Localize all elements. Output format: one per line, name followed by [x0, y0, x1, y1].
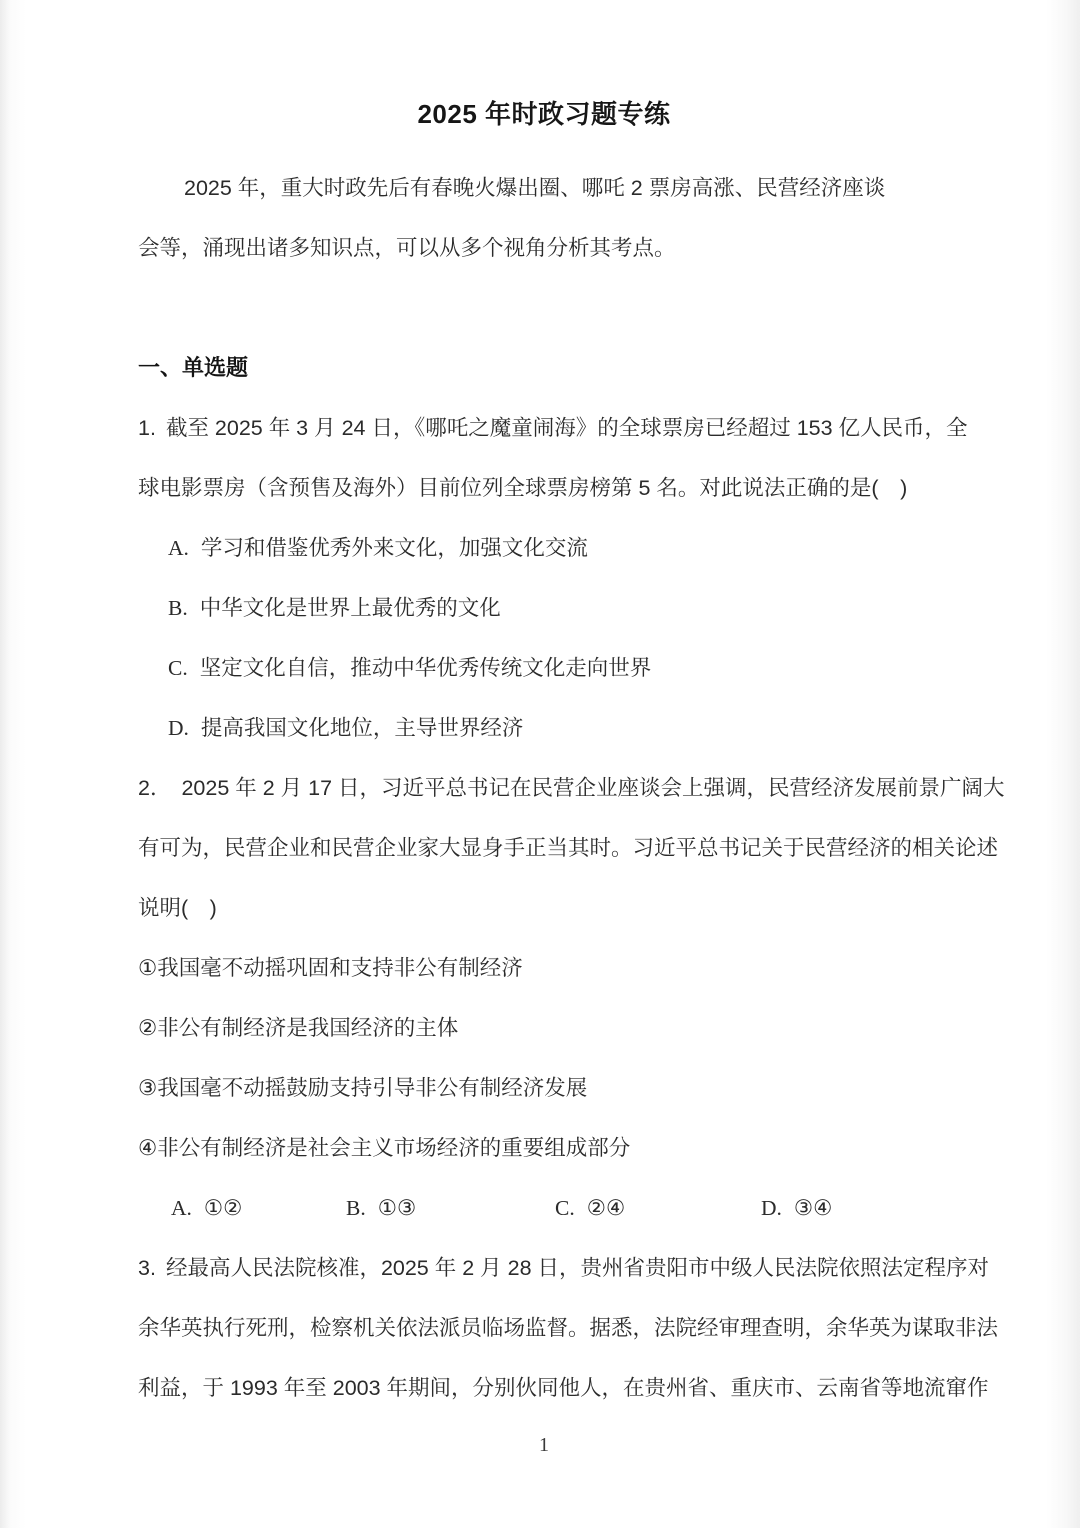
page-title: 2025 年时政习题专练	[417, 99, 671, 129]
question-2-statement-1: ①我国毫不动摇巩固和支持非公有制经济	[138, 956, 523, 980]
question-3	[138, 1238, 999, 1418]
option-label: B.	[346, 1196, 366, 1220]
option-label: C.	[555, 1196, 575, 1220]
question-3-number: 3.	[138, 1256, 156, 1280]
option-text: ①②	[203, 1196, 243, 1220]
option-text: 学习和借鉴优秀外来文化，加强文化交流	[200, 536, 588, 560]
question-1-stem-text: 截至 2025 年 3 月 24 日，《哪吒之魔童闹海》的全球票房已经超过 153 亿人民币，全	[165, 416, 968, 440]
option-label: C.	[168, 656, 188, 680]
question-1-stem-line: 球电影票房（含预售及海外）目前位列全球票房榜第 5 名。对此说法正确的是( )	[138, 476, 908, 500]
question-2-stem-line: 有可为，民营企业和民营企业家大显身手正当其时。习近平总书记关于民营经济的相关论述	[138, 836, 999, 860]
intro-line: 会等，涌现出诸多知识点，可以从多个视角分析其考点。	[138, 236, 676, 260]
option-text: ②④	[586, 1196, 626, 1220]
option-text: 提高我国文化地位，主导世界经济	[200, 716, 524, 740]
option-text: ①③	[377, 1196, 417, 1220]
question-2-number: 2．	[138, 776, 172, 800]
question-1-option-a	[138, 518, 950, 578]
option-text: ③④	[793, 1196, 833, 1220]
question-2-options-row	[138, 1178, 950, 1238]
question-2-stem-line	[138, 758, 1005, 818]
question-1-stem-line	[138, 398, 968, 458]
blank-line	[138, 278, 950, 338]
question-2-stem-line: 说明( )	[138, 896, 217, 920]
option-label: A.	[168, 536, 189, 560]
option-label: D.	[761, 1196, 782, 1220]
question-3-stem-line: 余华英执行死刑，检察机关依法派员临场监督。据悉，法院经审理查明，余华英为谋取非法	[138, 1316, 999, 1340]
option-label: B.	[168, 596, 188, 620]
option-label: D.	[168, 716, 189, 740]
question-3-stem-line	[138, 1238, 990, 1298]
option-text: 中华文化是世界上最优秀的文化	[199, 596, 501, 620]
question-1-option-b	[138, 578, 950, 638]
question-2-statement-2: ②非公有制经济是我国经济的主体	[138, 1016, 459, 1040]
question-2-stem-text: 2025 年 2 月 17 日，习近平总书记在民营企业座谈会上强调，民营经济发展前景广阔大	[181, 776, 1005, 800]
question-3-stem-text: 经最高人民法院核准，2025 年 2 月 28 日，贵州省贵阳市中级人民法院依照法定程序对	[165, 1256, 990, 1280]
question-2-statement-4: ④非公有制经济是社会主义市场经济的重要组成部分	[138, 1136, 631, 1160]
question-1	[138, 398, 968, 758]
intro-line: 2025 年，重大时政先后有春晚火爆出圈、哪吒 2 票房高涨、民营经济座谈	[184, 176, 886, 200]
question-2-option-b	[346, 1178, 555, 1238]
question-1-option-c	[138, 638, 950, 698]
question-1-number: 1.	[138, 416, 156, 440]
section-heading: 一、单选题	[138, 355, 249, 380]
question-2	[138, 758, 1005, 1238]
question-2-statement-3: ③我国毫不动摇鼓励支持引导非公有制经济发展	[138, 1076, 588, 1100]
page-number: 1	[539, 1434, 549, 1456]
question-2-option-a	[171, 1178, 346, 1238]
option-text: 坚定文化自信，推动中华优秀传统文化走向世界	[199, 656, 652, 680]
intro-paragraph	[138, 158, 950, 278]
question-1-option-d	[138, 698, 950, 758]
question-3-stem-line: 利益，于 1993 年至 2003 年期间，分别伙同他人，在贵州省、重庆市、云南省等地流窜作	[138, 1376, 989, 1400]
question-2-option-d	[761, 1178, 832, 1238]
question-2-option-c	[555, 1178, 761, 1238]
option-label: A.	[171, 1196, 192, 1220]
